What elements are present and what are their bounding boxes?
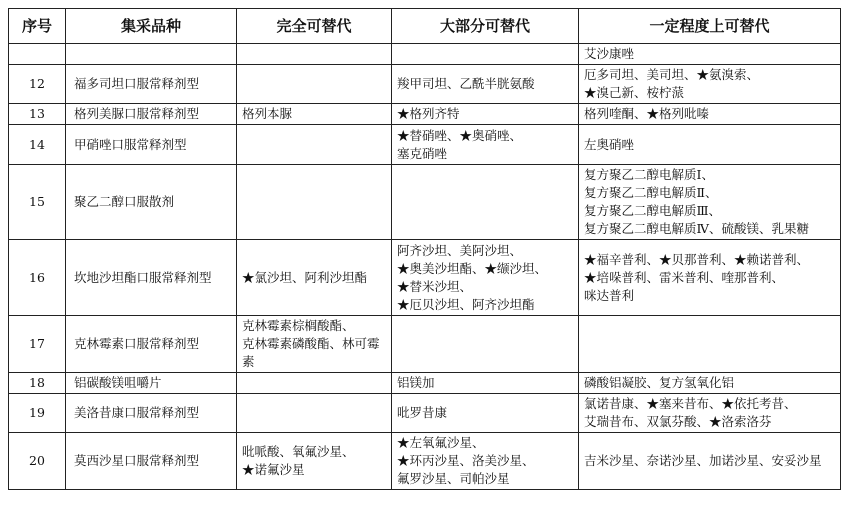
cell-line: 艾瑞昔布、双氯芬酸、★洛索洛芬 — [584, 414, 772, 429]
cell-line: 复方聚乙二醇电解质Ⅲ、 — [584, 203, 722, 218]
cell-line: 磷酸铝凝胶、复方氢氧化铝 — [584, 375, 735, 390]
cell-no: 13 — [9, 104, 66, 125]
cell-most — [392, 165, 579, 240]
cell-line: 克林霉素棕榈酸酯、 — [242, 318, 355, 333]
cell-partial — [579, 65, 841, 104]
cell-line: ★替硝唑、★奥硝唑、 — [397, 127, 523, 143]
table-row — [9, 44, 841, 65]
cell-most — [392, 240, 579, 316]
cell-most — [392, 125, 579, 165]
cell-drug-name: 铝碳酸镁咀嚼片 — [66, 373, 237, 394]
cell-full — [237, 125, 392, 165]
substitution-table — [8, 8, 841, 490]
cell-line: ★环丙沙星、洛美沙星、 — [397, 453, 535, 468]
cell-line: ★福辛普利、★贝那普利、★赖诺普利、 — [584, 251, 810, 267]
header-most: 大部分可替代 — [392, 9, 579, 44]
cell-drug-name: 美洛昔康口服常释剂型 — [66, 394, 237, 433]
cell-line: 氯诺昔康、★塞来昔布、★依托考昔、 — [584, 396, 797, 411]
table-row — [9, 104, 841, 125]
cell-most — [392, 65, 579, 104]
header-full: 完全可替代 — [237, 9, 392, 44]
cell-partial — [579, 316, 841, 373]
cell-most — [392, 316, 579, 373]
cell-partial — [579, 433, 841, 490]
cell-no: 12 — [9, 65, 66, 104]
cell-line: 咪达普利 — [584, 287, 635, 303]
cell-full — [237, 240, 392, 316]
cell-full — [237, 316, 392, 373]
header-no: 序号 — [9, 9, 66, 44]
cell-line: ★培哚普利、雷米普利、喹那普利、 — [584, 269, 785, 285]
cell-partial — [579, 373, 841, 394]
cell-most — [392, 44, 579, 65]
cell-line: 左奥硝唑 — [584, 136, 635, 152]
table-row — [9, 394, 841, 433]
table-row — [9, 316, 841, 373]
cell-most — [392, 373, 579, 394]
cell-line: 铝镁加 — [397, 375, 435, 390]
cell-line: 吉米沙星、奈诺沙星、加诺沙星、安妥沙星 — [584, 453, 822, 468]
cell-full — [237, 433, 392, 490]
header-name: 集采品种 — [66, 9, 237, 44]
cell-full — [237, 104, 392, 125]
cell-drug-name — [66, 44, 237, 65]
cell-line: 格列喹酮、★格列吡嗪 — [584, 106, 710, 121]
cell-line: ★格列齐特 — [397, 106, 460, 121]
cell-line: 素 — [242, 354, 255, 369]
cell-partial — [579, 44, 841, 65]
table-row — [9, 433, 841, 490]
cell-no: 16 — [9, 240, 66, 316]
cell-line: 克林霉素磷酸酯、林可霉 — [242, 336, 380, 351]
cell-most — [392, 394, 579, 433]
cell-line: ★厄贝沙坦、阿齐沙坦酯 — [397, 296, 535, 312]
cell-line: ★替米沙坦、 — [397, 278, 473, 294]
cell-no: 19 — [9, 394, 66, 433]
cell-line: ★氯沙坦、阿利沙坦酯 — [242, 269, 368, 285]
cell-no: 15 — [9, 165, 66, 240]
cell-drug-name: 克林霉素口服常释剂型 — [66, 316, 237, 373]
header-partial: 一定程度上可替代 — [579, 9, 841, 44]
table-row — [9, 125, 841, 165]
cell-drug-name: 福多司坦口服常释剂型 — [66, 65, 237, 104]
cell-partial — [579, 104, 841, 125]
cell-partial — [579, 165, 841, 240]
header-row — [9, 9, 841, 44]
cell-drug-name: 坎地沙坦酯口服常释剂型 — [66, 240, 237, 316]
cell-line: 复方聚乙二醇电解质Ⅰ、 — [584, 167, 714, 182]
cell-drug-name: 甲硝唑口服常释剂型 — [66, 125, 237, 165]
cell-line: 复方聚乙二醇电解质Ⅱ、 — [584, 185, 718, 200]
cell-line: ★左氧氟沙星、 — [397, 435, 485, 450]
cell-full — [237, 394, 392, 433]
cell-line: ★溴己新、桉柠蒎 — [584, 85, 685, 100]
cell-no: 20 — [9, 433, 66, 490]
cell-most — [392, 104, 579, 125]
cell-no: 17 — [9, 316, 66, 373]
cell-no: 18 — [9, 373, 66, 394]
cell-line: 氟罗沙星、司帕沙星 — [397, 471, 510, 486]
cell-no — [9, 44, 66, 65]
table-row — [9, 165, 841, 240]
cell-line: 复方聚乙二醇电解质Ⅳ、硫酸镁、乳果糖 — [584, 221, 809, 236]
cell-partial — [579, 394, 841, 433]
cell-partial — [579, 240, 841, 316]
cell-full — [237, 65, 392, 104]
cell-drug-name: 格列美脲口服常释剂型 — [66, 104, 237, 125]
cell-line: 吡哌酸、氧氟沙星、 — [242, 444, 355, 459]
cell-full — [237, 44, 392, 65]
cell-most — [392, 433, 579, 490]
cell-partial — [579, 125, 841, 165]
cell-line: 塞克硝唑 — [397, 145, 448, 161]
cell-no: 14 — [9, 125, 66, 165]
cell-line: ★奥美沙坦酯、★缬沙坦、 — [397, 260, 548, 276]
cell-line: 格列本脲 — [242, 106, 293, 121]
cell-drug-name: 聚乙二醇口服散剂 — [66, 165, 237, 240]
table-body — [9, 44, 841, 490]
table-row — [9, 240, 841, 316]
cell-drug-name: 莫西沙星口服常释剂型 — [66, 433, 237, 490]
cell-line: 厄多司坦、美司坦、★氨溴索、 — [584, 67, 760, 82]
cell-line: 羧甲司坦、乙酰半胱氨酸 — [397, 76, 535, 91]
cell-line: ★诺氟沙星 — [242, 462, 305, 477]
cell-full — [237, 165, 392, 240]
cell-line: 艾沙康唑 — [584, 46, 635, 61]
table-row — [9, 373, 841, 394]
cell-line: 阿齐沙坦、美阿沙坦、 — [397, 242, 523, 258]
cell-line: 吡罗昔康 — [397, 405, 448, 420]
cell-full — [237, 373, 392, 394]
table-row — [9, 65, 841, 104]
